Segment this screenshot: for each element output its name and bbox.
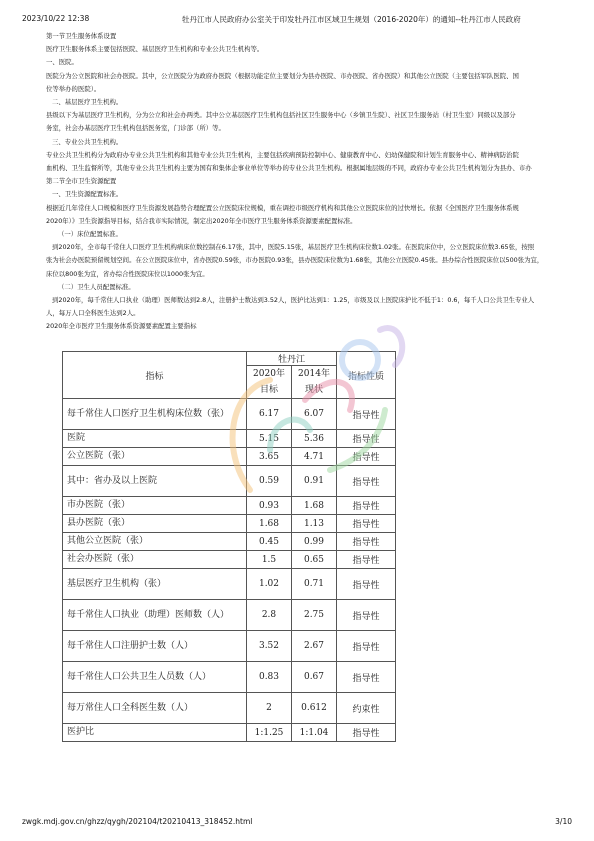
target-cell: 6.17 — [247, 399, 292, 430]
current-cell: 0.91 — [292, 466, 337, 497]
current-cell: 5.36 — [292, 430, 337, 448]
section-heading: 第二节全市卫生资源配置 — [46, 177, 117, 186]
header-target — [247, 366, 292, 399]
table-row — [63, 693, 396, 724]
nature-cell: 指导性 — [337, 497, 396, 515]
table-row — [63, 569, 396, 600]
table-row — [63, 533, 396, 551]
target-cell: 0.59 — [247, 466, 292, 497]
nature-cell: 指导性 — [337, 448, 396, 466]
indicator-cell: 县办医院（张） — [63, 515, 247, 533]
indicator-cell: 医院 — [63, 430, 247, 448]
indicator-cell: 其中：省办及以上医院 — [63, 466, 247, 497]
paragraph: 位等举办的医院）。 — [46, 84, 101, 93]
paragraph: 到2020年，每千常住人口执业（助理）医师数达到2.8人，注册护士数达到3.52人，医护比达到1：1.25，市级及以上医院床护比不低于1：0.6，每千人口公共卫生专业人 — [52, 296, 535, 305]
target-cell: 2 — [247, 693, 292, 724]
header-current — [292, 366, 337, 399]
current-cell: 1.68 — [292, 497, 337, 515]
indicator-cell: 基层医疗卫生机构（张） — [63, 569, 247, 600]
current-cell: 6.07 — [292, 399, 337, 430]
current-cell: 0.71 — [292, 569, 337, 600]
target-cell: 0.93 — [247, 497, 292, 515]
indicator-cell: 市办医院（张） — [63, 497, 247, 515]
nature-cell: 指导性 — [337, 533, 396, 551]
nature-cell: 指导性 — [337, 724, 396, 742]
header-current-text: 2014年现状 — [298, 369, 330, 395]
paragraph: 人，每万人口全科医生达到2人。 — [46, 309, 140, 318]
page-url: zwgk.mdj.gov.cn/ghzz/qygh/202104/t20210413_318452.html — [22, 817, 253, 826]
table-body — [63, 399, 396, 742]
page-number: 3/10 — [555, 817, 572, 826]
subheading: 二、基层医疗卫生机构。 — [52, 98, 123, 107]
current-cell: 4.71 — [292, 448, 337, 466]
indicator-cell: 每千常住人口医疗卫生机构床位数（张） — [63, 399, 247, 430]
table-row — [63, 399, 396, 430]
target-cell: 1:1.25 — [247, 724, 292, 742]
header-indicator: 指标 — [63, 352, 247, 399]
paragraph: 2020年）》卫生资源指导目标，结合我市实际情况，制定出2020年全市医疗卫生服务体系资源要素配置标准。 — [46, 216, 357, 225]
subheading: （二）卫生人员配置标准。 — [58, 282, 135, 291]
target-cell: 1.5 — [247, 551, 292, 569]
table-row — [63, 466, 396, 497]
indicator-table — [62, 351, 396, 742]
target-cell: 5.15 — [247, 430, 292, 448]
paragraph: 血机构、卫生监督所等，其他专业公共卫生机构主要为国有和集体企事业单位等举办的专业公共卫生机构。根据属地层级的不同，政府办专业公共卫生机构划分为县办、市办 — [46, 164, 532, 173]
nature-cell: 指导性 — [337, 551, 396, 569]
paragraph: 县级以下为基层医疗卫生机构，分为公立和社会办两类。其中公立基层医疗卫生机构包括社区卫生服务中心（乡镇卫生院）、社区卫生服务站（村卫生室）同级以及部分 — [46, 111, 516, 120]
target-cell: 2.8 — [247, 600, 292, 631]
paragraph: 医疗卫生服务体系主要包括医院、基层医疗卫生机构和专业公共卫生机构等。 — [46, 45, 264, 54]
indicator-cell: 每千常住人口注册护士数（人） — [63, 631, 247, 662]
target-cell: 1.02 — [247, 569, 292, 600]
nature-cell: 指导性 — [337, 662, 396, 693]
paragraph: 务室，社会办基层医疗卫生机构包括医务室，门诊部（所）等。 — [46, 124, 225, 133]
nature-cell: 指导性 — [337, 515, 396, 533]
target-cell: 3.52 — [247, 631, 292, 662]
indicator-cell: 医护比 — [63, 724, 247, 742]
target-cell: 1.68 — [247, 515, 292, 533]
article-body — [46, 30, 570, 334]
table-row — [63, 662, 396, 693]
table-row — [63, 600, 396, 631]
nature-cell: 指导性 — [337, 466, 396, 497]
table-caption: 2020年全市医疗卫生服务体系资源要素配置主要指标 — [46, 322, 197, 331]
table-row — [63, 497, 396, 515]
paragraph: 床位以800张为宜，省办综合性医院床位以1000张为宜。 — [46, 269, 209, 278]
table-row — [63, 515, 396, 533]
page-footer — [22, 817, 572, 829]
table-row — [63, 551, 396, 569]
indicator-cell: 每千常住人口执业（助理）医师数（人） — [63, 600, 247, 631]
target-cell: 3.65 — [247, 448, 292, 466]
current-cell: 2.67 — [292, 631, 337, 662]
section-heading: 第一节卫生服务体系设置 — [46, 32, 117, 40]
page-header — [22, 14, 572, 26]
current-cell: 1.13 — [292, 515, 337, 533]
nature-cell: 指导性 — [337, 399, 396, 430]
nature-cell: 指导性 — [337, 430, 396, 448]
header-region: 牡丹江 — [247, 352, 337, 366]
indicator-cell: 其他公立医院（张） — [63, 533, 247, 551]
current-cell: 1:1.04 — [292, 724, 337, 742]
current-cell: 0.65 — [292, 551, 337, 569]
table-row — [63, 631, 396, 662]
nature-cell: 指导性 — [337, 631, 396, 662]
indicator-cell: 每千常住人口公共卫生人员数（人） — [63, 662, 247, 693]
indicator-cell: 公立医院（张） — [63, 448, 247, 466]
indicator-cell: 每万常住人口全科医生数（人） — [63, 693, 247, 724]
current-cell: 2.75 — [292, 600, 337, 631]
table-row — [63, 724, 396, 742]
target-cell: 0.83 — [247, 662, 292, 693]
paragraph: 专业公共卫生机构分为政府办专业公共卫生机构和其他专业公共卫生机构，主要包括疾病预防控制中心、健康教育中心、妇幼保健院和计划生育服务中心、精神病防治院 — [46, 150, 519, 159]
subheading: （一）床位配置标准。 — [58, 230, 122, 239]
paragraph: 医院分为公立医院和社会办医院。其中，公立医院分为政府办医院（根据功能定位主要划分为县办医院、市办医院、省办医院）和其他公立医院（主要包括军队医院、国 — [46, 71, 519, 80]
indicator-cell: 社会办医院（张） — [63, 551, 247, 569]
subheading: 一、医院。 — [46, 58, 78, 67]
current-cell: 0.99 — [292, 533, 337, 551]
table-row — [63, 430, 396, 448]
page-title: 牡丹江市人民政府办公室关于印发牡丹江市区域卫生规划（2016-2020年）的通知--牡丹江市人民政府 — [182, 15, 521, 24]
paragraph: 根据近几年常住人口规模和医疗卫生资源发展趋势合理配置公立医院床位规模，重在调控市级医疗机构和其他公立医院床位的过快增长。依据《全国医疗卫生服务体系规 — [46, 203, 519, 212]
target-cell: 0.45 — [247, 533, 292, 551]
current-cell: 0.67 — [292, 662, 337, 693]
header-nature: 指标性质 — [337, 352, 396, 399]
header-target-text: 2020年目标 — [253, 369, 285, 395]
current-cell: 0.612 — [292, 693, 337, 724]
nature-cell: 指导性 — [337, 569, 396, 600]
nature-cell: 约束性 — [337, 693, 396, 724]
subheading: 一、卫生资源配置标准。 — [52, 190, 123, 199]
paragraph: 张为社会办医院预留规划空间。在公立医院床位中，省办医院0.59张，市办医院0.93张，县办医院床位数为1.68张，其他公立医院0.45张。县办综合性医院床位以500张为宜， — [46, 256, 544, 265]
paragraph: 到2020年，全市每千常住人口医疗卫生机构病床位数控制在6.17张，其中，医院5.15张，基层医疗卫生机构床位数1.02张。在医院床位中，公立医院床位数3.65张，按照 — [52, 243, 535, 252]
table-row — [63, 448, 396, 466]
subheading: 三、专业公共卫生机构。 — [52, 137, 123, 146]
nature-cell: 指导性 — [337, 600, 396, 631]
print-date: 2023/10/22 12:38 — [22, 14, 90, 23]
